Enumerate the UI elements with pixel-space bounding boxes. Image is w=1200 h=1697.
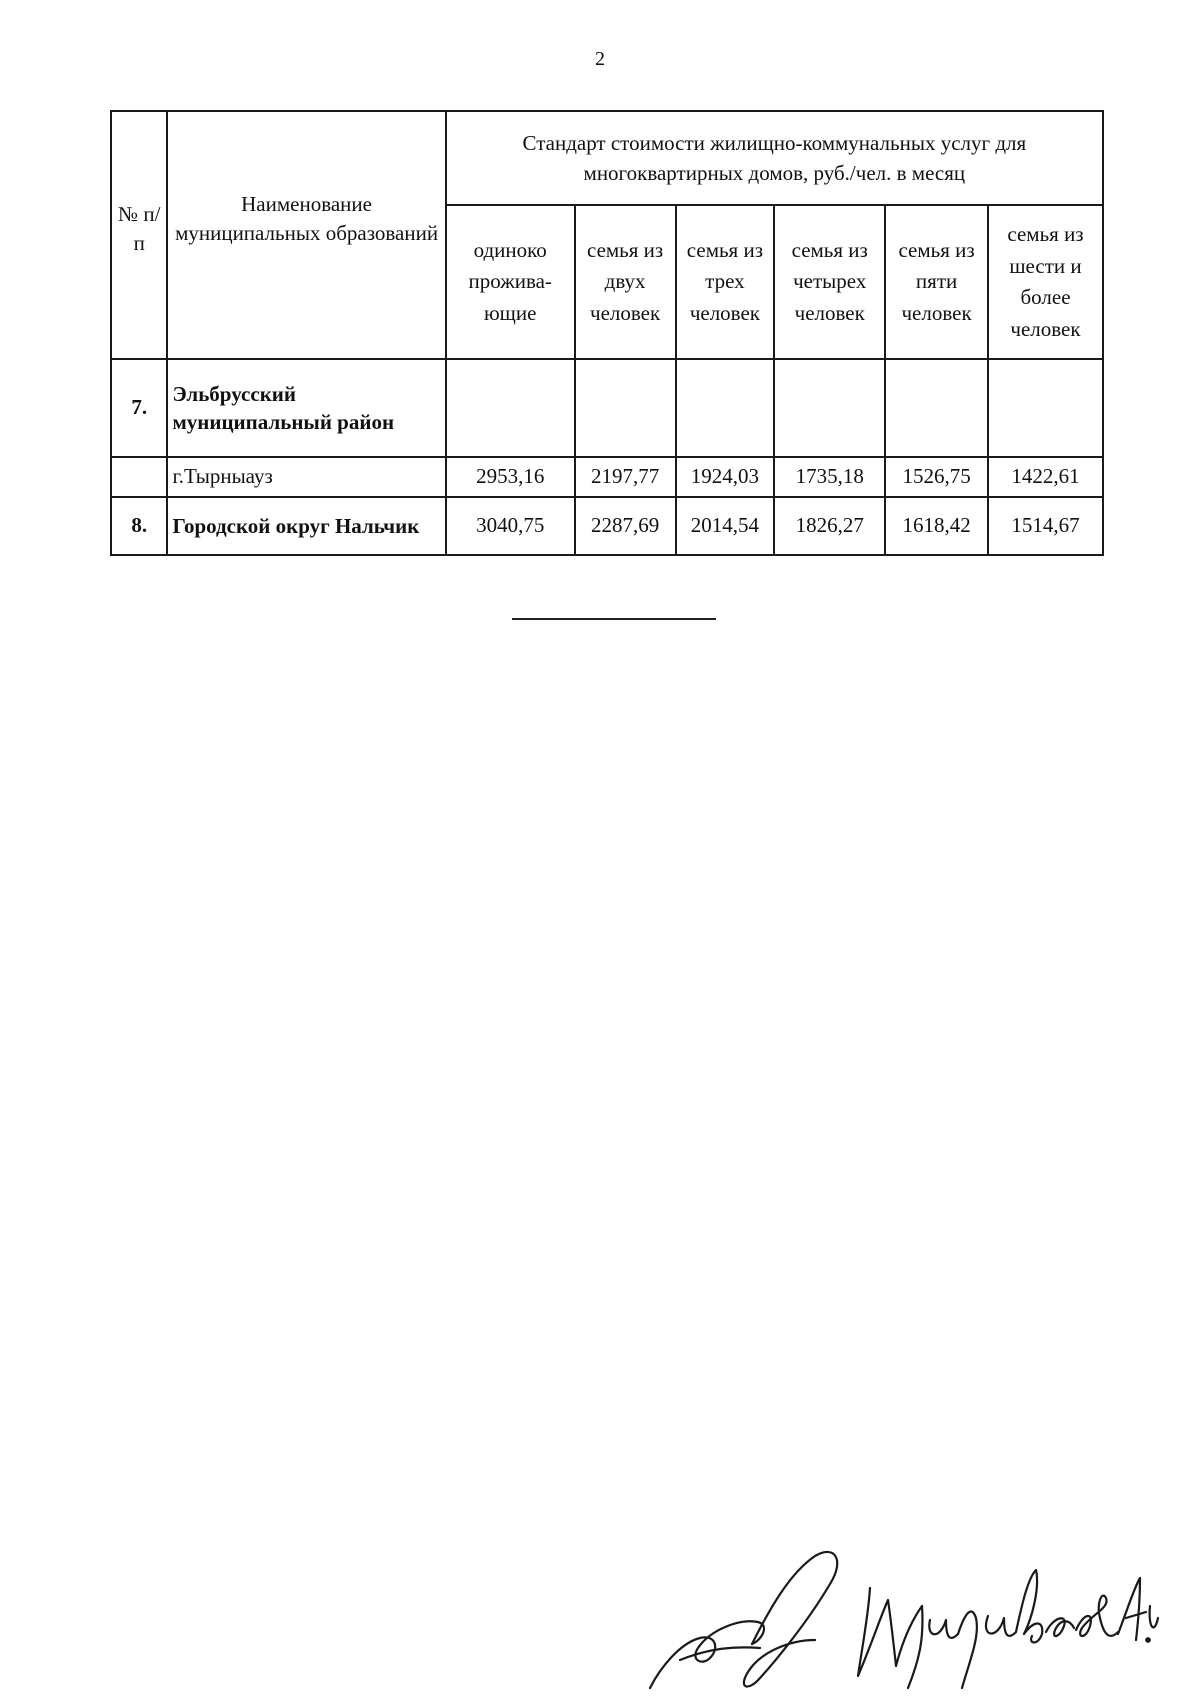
sub-header-family-3: семья из трех человек	[676, 205, 775, 359]
value-cell	[676, 359, 775, 457]
row-number: 7.	[111, 359, 167, 457]
sub-header-family-5: семья из пяти человек	[885, 205, 988, 359]
value-cell: 1422,61	[988, 457, 1103, 497]
value-cell: 1735,18	[774, 457, 885, 497]
value-cell	[988, 359, 1103, 457]
table-row	[111, 359, 1103, 457]
row-name: Городской округ Нальчик	[167, 497, 445, 555]
table-row	[111, 457, 1103, 497]
col-name-header: Наименование муниципальных образований	[167, 111, 445, 359]
value-cell: 1618,42	[885, 497, 988, 555]
table-row	[111, 497, 1103, 555]
page-number: 2	[595, 48, 605, 70]
value-cell: 2953,16	[446, 457, 575, 497]
value-cell	[575, 359, 676, 457]
value-cell: 3040,75	[446, 497, 575, 555]
value-cell	[446, 359, 575, 457]
value-cell: 1924,03	[676, 457, 775, 497]
row-name: г.Тырныауз	[167, 457, 445, 497]
value-cell	[885, 359, 988, 457]
handwritten-signature	[640, 1548, 1160, 1696]
value-cell: 2287,69	[575, 497, 676, 555]
value-cell: 2014,54	[676, 497, 775, 555]
col-number-header: № п/п	[111, 111, 167, 359]
housing-cost-standards-table	[110, 110, 1104, 556]
sub-header-family-4: семья из четырех человек	[774, 205, 885, 359]
sub-header-family-2: семья из двух человек	[575, 205, 676, 359]
value-cell: 2197,77	[575, 457, 676, 497]
value-cell: 1526,75	[885, 457, 988, 497]
value-cell: 1826,27	[774, 497, 885, 555]
sub-header-family-6-plus: семья из шести и более человек	[988, 205, 1103, 359]
separator-line	[512, 618, 716, 620]
row-number	[111, 457, 167, 497]
row-name: Эльбрусский муниципальный район	[167, 359, 445, 457]
price-group-header: Стандарт стоимости жилищно-коммунальных услуг для многоквартирных домов, руб./чел. в месяц	[446, 111, 1103, 205]
value-cell: 1514,67	[988, 497, 1103, 555]
row-number: 8.	[111, 497, 167, 555]
value-cell	[774, 359, 885, 457]
sub-header-single: одиноко прожива-ющие	[446, 205, 575, 359]
